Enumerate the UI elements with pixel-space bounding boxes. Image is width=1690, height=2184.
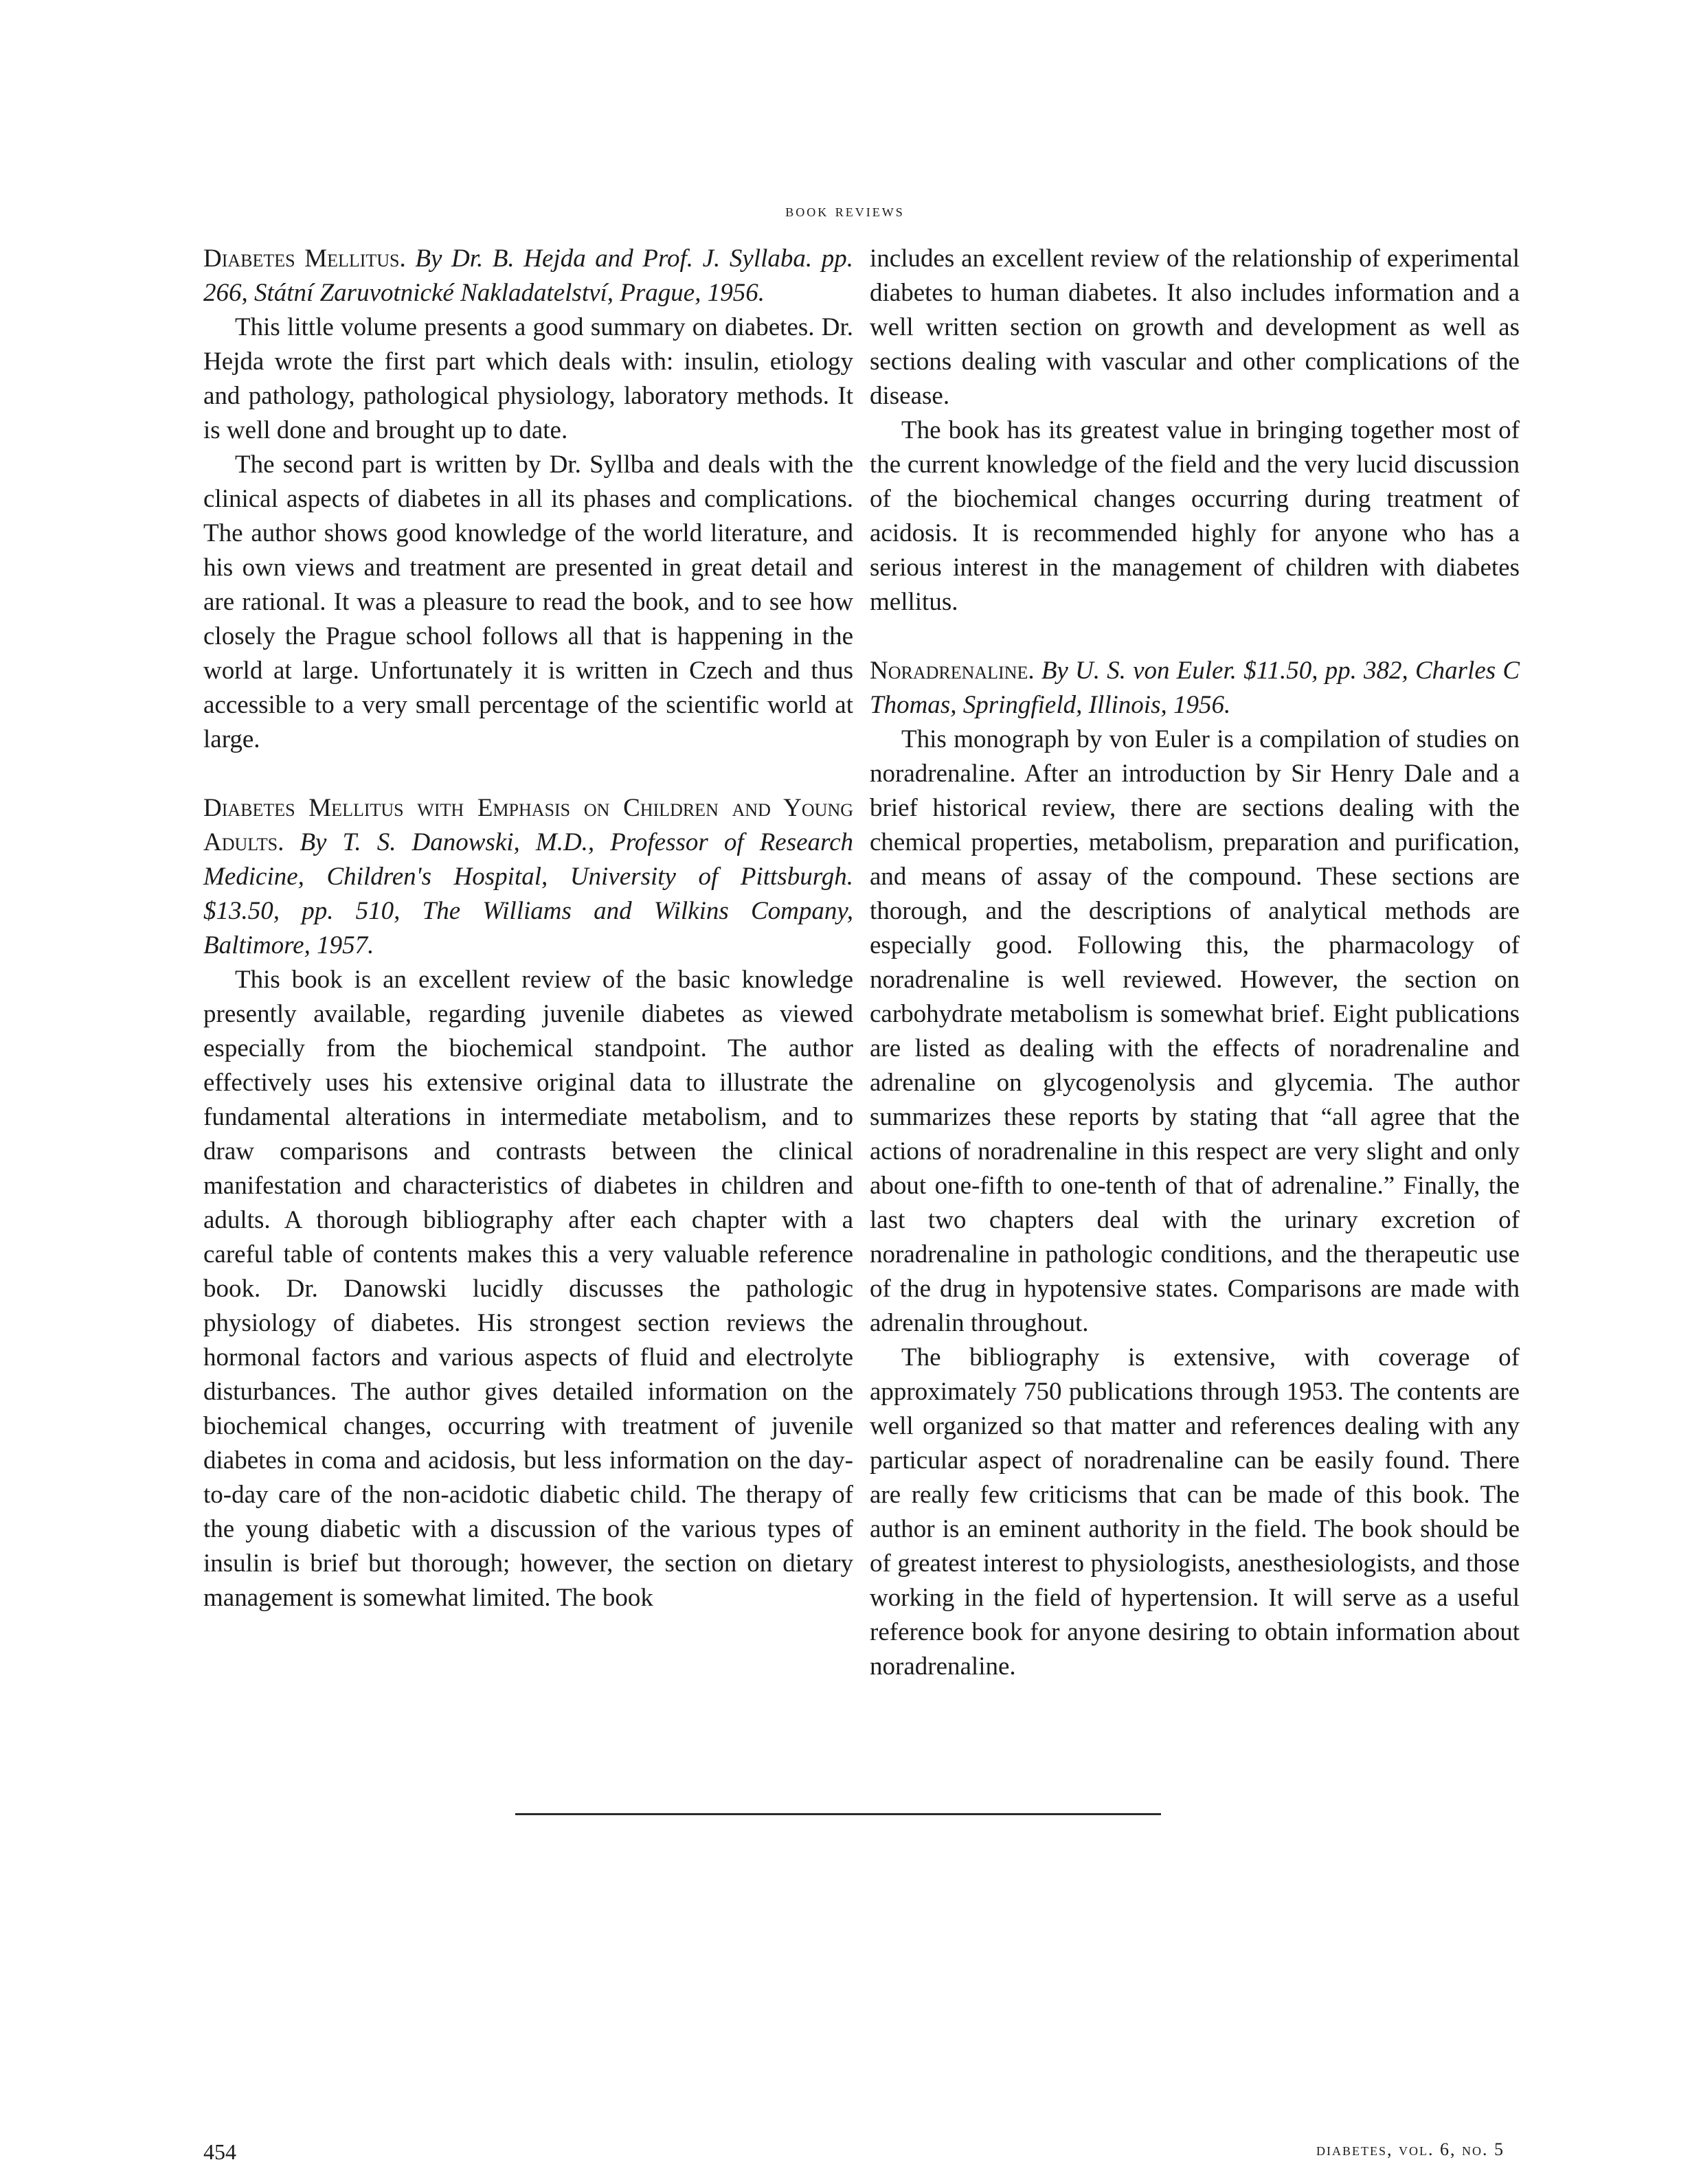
review-heading-von-euler	[870, 654, 1520, 723]
book-meta: By T. S. Danowski, M.D., Professor of Research Medicine, Children's Hospital, University of Pittsburgh. $13.50, pp. 510, The Williams and Wilkins Company, Baltimore, 1957.	[203, 828, 853, 959]
left-column	[203, 242, 853, 1615]
review-paragraph: This little volume presents a good summary on diabetes. Dr. Hejda wrote the first part which deals with: insulin, etiology and pathology, pathological physiology, laboratory methods. It is well done and brought up to date.	[203, 313, 853, 444]
journal-footer: diabetes, vol. 6, no. 5	[1316, 2139, 1505, 2159]
running-head: book reviews	[785, 201, 905, 220]
book-title: Diabetes Mellitus with Emphasis on Children and Young Adults.	[203, 794, 853, 856]
book-meta: By Dr. B. Hejda and Prof. J. Syllaba. pp. 266, Státní Zaruvotnické Nakladatelství, Prague, 1956.	[203, 244, 853, 307]
book-title: Diabetes Mellitus.	[203, 244, 406, 273]
end-rule	[515, 1813, 1161, 1815]
review-heading-hejda	[203, 242, 853, 310]
page-number: 454	[203, 2139, 236, 2164]
review-paragraph: The bibliography is extensive, with coverage of approximately 750 publications through 1953. The contents are well organized so that matter and references dealing with any particular aspect of noradrenaline can be easily found. There are really few criticisms that can be made of this book. The author is an eminent authority in the field. The book should be of greatest interest to physiologists, anesthesiologists, and those working in the field of hypertension. It will serve as a useful reference book for anyone desiring to obtain information about noradrenaline.	[870, 1343, 1520, 1681]
right-column	[870, 242, 1520, 1684]
review-paragraph-continued: includes an excellent review of the relationship of experimental diabetes to human diabetes. It also includes information and a well written section on growth and development as well as sections dealing with vascular and other complications of the disease.	[870, 244, 1520, 410]
review-paragraph: This monograph by von Euler is a compilation of studies on noradrenaline. After an introduction by Sir Henry Dale and a brief historical review, there are sections dealing with the chemical properties, metabolism, preparation and purification, and means of assay of the compound. These sections are thorough, and the descriptions of analytical methods are especially good. Following this, the pharmacology of noradrenaline is well reviewed. However, the section on carbohydrate metabolism is somewhat brief. Eight publications are listed as dealing with the effects of noradrenaline and adrenaline on glycogenolysis and glycemia. The author summarizes these reports by stating that “all agree that the actions of noradrenaline in this respect are very slight and only about one-fifth to one-tenth of that of adrenaline.” Finally, the last two chapters deal with the urinary excretion of noradrenaline in pathologic conditions, and the therapeutic use of the drug in hypotensive states. Comparisons are made with adrenalin throughout.	[870, 725, 1520, 1337]
review-paragraph: The second part is written by Dr. Syllba and deals with the clinical aspects of diabetes in all its phases and complications. The author shows good knowledge of the world literature, and his own views and treatment are presented in great detail and are rational. It was a pleasure to read the book, and to see how closely the Prague school follows all that is happening in the world at large. Unfortunately it is written in Czech and thus accessible to a very small percentage of the scientific world at large.	[203, 451, 853, 753]
book-title: Noradrenaline.	[870, 657, 1035, 685]
review-paragraph: The book has its greatest value in bringing together most of the current knowledge of the field and the very lucid discussion of the biochemical changes occurring during treatment of acidosis. It is recommended highly for anyone who has a serious interest in the management of children with diabetes mellitus.	[870, 416, 1520, 616]
review-heading-danowski	[203, 791, 853, 963]
book-meta: By U. S. von Euler. $11.50, pp. 382, Charles C Thomas, Springfield, Illinois, 1956.	[870, 657, 1520, 719]
review-paragraph: This book is an excellent review of the basic knowledge presently available, regarding juvenile diabetes as viewed especially from the biochemical standpoint. The author effectively uses his extensive original data to illustrate the fundamental alterations in intermediate metabolism, and to draw comparisons and contrasts between the clinical manifestation and characteristics of diabetes in children and adults. A thorough bibliography after each chapter with a careful table of contents makes this a very valuable reference book. Dr. Danowski lucidly discusses the pathologic physiology of diabetes. His strongest section reviews the hormonal factors and various aspects of fluid and electrolyte disturbances. The author gives detailed information on the biochemical changes, occurring with treatment of juvenile diabetes in coma and acidosis, but less information on the day-to-day care of the non-acidotic diabetic child. The therapy of the young diabetic with a discussion of the various types of insulin is brief but thorough; however, the section on dietary management is somewhat limited. The book	[203, 966, 853, 1612]
